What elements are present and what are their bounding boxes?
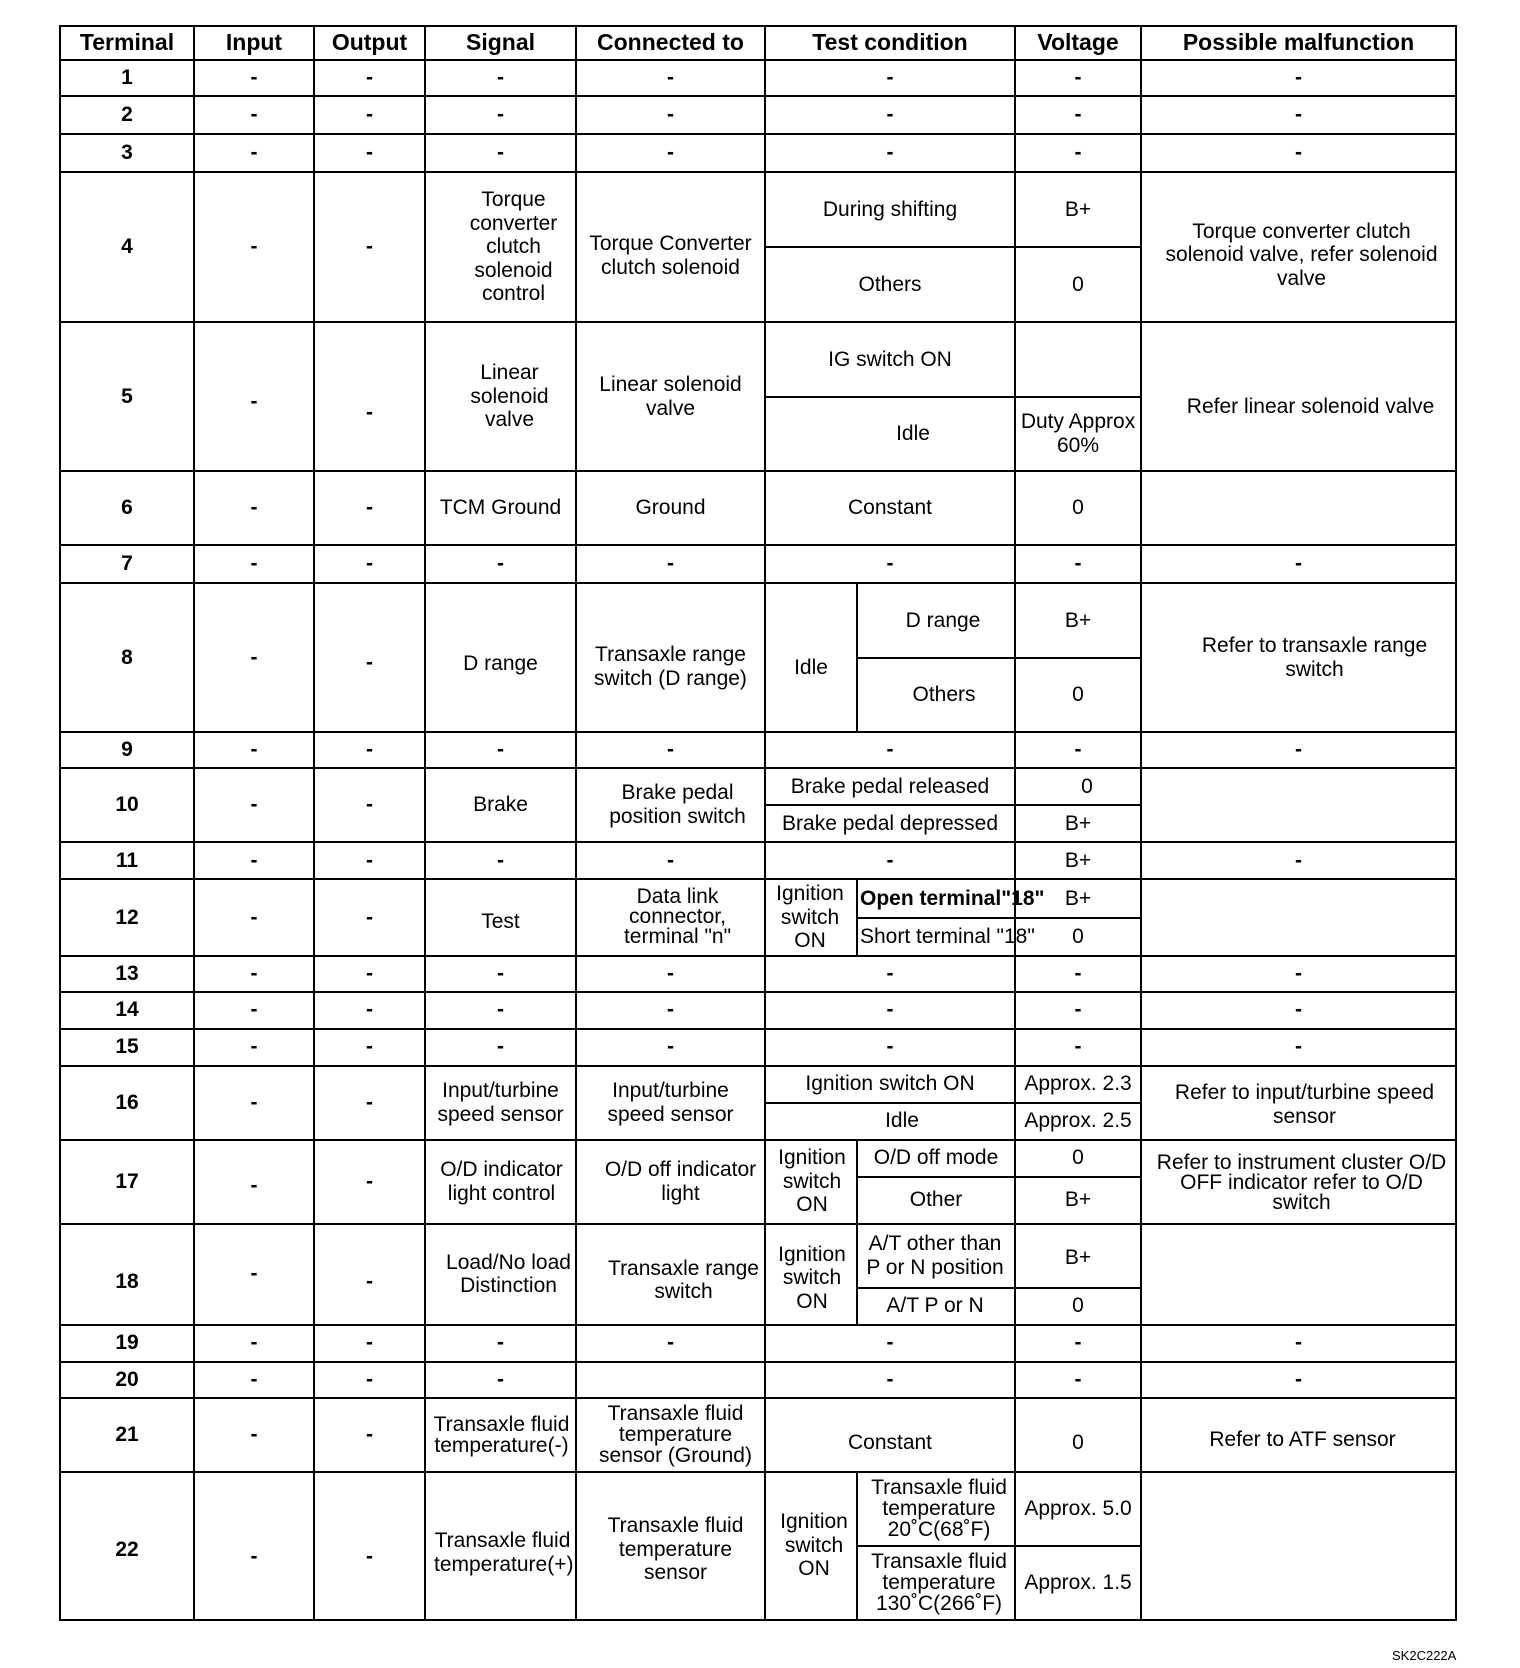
table-row: [60, 992, 1456, 1029]
terminal-number: 20: [60, 1362, 194, 1398]
connected-cell: -: [576, 96, 765, 134]
malfunction-cell: -: [1141, 732, 1456, 768]
terminal-number: 12: [60, 879, 194, 956]
output-cell: -: [314, 1140, 425, 1224]
voltage-cell: [1015, 322, 1141, 397]
malfunction-cell: -: [1141, 956, 1456, 992]
input-cell: -: [194, 172, 314, 322]
voltage-cell: -: [1015, 1029, 1141, 1066]
voltage-cell: 0: [1015, 1398, 1141, 1472]
condition-cell: Transaxle fluid temperature 130˚C(266˚F): [857, 1546, 1015, 1620]
malfunction-cell: Refer to instrument cluster O/D OFF indicator refer to O/D switch: [1141, 1140, 1456, 1224]
signal-cell: Linear solenoid valve: [425, 322, 576, 471]
col-output: Output: [314, 26, 425, 60]
input-cell: -: [194, 1140, 314, 1224]
malfunction-cell: [1141, 1472, 1456, 1620]
voltage-cell: -: [1015, 956, 1141, 992]
malfunction-cell: [1141, 471, 1456, 545]
table-row: [60, 956, 1456, 992]
input-cell: -: [194, 60, 314, 96]
malfunction-cell: Refer to input/turbine speed sensor: [1141, 1066, 1456, 1140]
output-cell: -: [314, 1029, 425, 1066]
col-voltage: Voltage: [1015, 26, 1141, 60]
connected-cell: Transaxle fluid temperature sensor: [576, 1472, 765, 1620]
terminal-number: 10: [60, 768, 194, 842]
voltage-cell: -: [1015, 96, 1141, 134]
col-input: Input: [194, 26, 314, 60]
table-row: [60, 172, 1456, 247]
connected-cell: Transaxle range switch (D range): [576, 583, 765, 732]
terminal-number: 14: [60, 992, 194, 1029]
voltage-cell: -: [1015, 1362, 1141, 1398]
terminal-number: 18: [60, 1224, 194, 1325]
condition-cell: Others: [857, 658, 1015, 732]
connected-cell: -: [576, 60, 765, 96]
table-row: [60, 1224, 1456, 1288]
signal-cell: -: [425, 956, 576, 992]
voltage-cell: B+: [1015, 879, 1141, 918]
signal-cell: -: [425, 60, 576, 96]
signal-cell: -: [425, 1362, 576, 1398]
condition-cell: -: [765, 732, 1015, 768]
table-row: [60, 96, 1456, 134]
malfunction-cell: [1141, 879, 1456, 956]
connected-cell: -: [576, 134, 765, 172]
malfunction-cell: Refer to ATF sensor: [1141, 1398, 1456, 1472]
connected-cell: Transaxle fluid temperature sensor (Ground): [576, 1398, 765, 1472]
condition-cell: A/T other than P or N position: [857, 1224, 1015, 1288]
condition-cell: -: [765, 134, 1015, 172]
signal-cell: D range: [425, 583, 576, 732]
voltage-cell: B+: [1015, 583, 1141, 658]
malfunction-cell: -: [1141, 842, 1456, 879]
terminal-number: 2: [60, 96, 194, 134]
voltage-cell: 0: [1015, 1288, 1141, 1325]
connected-cell: -: [576, 842, 765, 879]
malfunction-cell: Refer linear solenoid valve: [1141, 322, 1456, 471]
condition-cell: Constant: [765, 471, 1015, 545]
output-cell: -: [314, 96, 425, 134]
condition-cell: -: [765, 96, 1015, 134]
signal-cell: Test: [425, 879, 576, 956]
malfunction-cell: -: [1141, 1325, 1456, 1362]
input-cell: -: [194, 1325, 314, 1362]
table-row: [60, 1140, 1456, 1177]
voltage-cell: -: [1015, 732, 1141, 768]
signal-cell: -: [425, 1325, 576, 1362]
table-row: [60, 471, 1456, 545]
table-row: [60, 1029, 1456, 1066]
voltage-cell: B+: [1015, 805, 1141, 842]
output-cell: -: [314, 322, 425, 471]
malfunction-cell: -: [1141, 992, 1456, 1029]
input-cell: -: [194, 545, 314, 583]
input-cell: -: [194, 768, 314, 842]
voltage-cell: -: [1015, 545, 1141, 583]
input-cell: -: [194, 471, 314, 545]
table-row: [60, 879, 1456, 918]
connected-cell: Data link connector, terminal "n": [576, 879, 765, 956]
table-row: [60, 1325, 1456, 1362]
output-cell: -: [314, 1224, 425, 1325]
input-cell: -: [194, 134, 314, 172]
output-cell: -: [314, 134, 425, 172]
table-row: [60, 1398, 1456, 1472]
input-cell: -: [194, 1362, 314, 1398]
output-cell: -: [314, 732, 425, 768]
voltage-cell: B+: [1015, 1177, 1141, 1224]
input-cell: -: [194, 1398, 314, 1472]
condition-cell: D range: [857, 583, 1015, 658]
input-cell: -: [194, 322, 314, 471]
condition-cell: -: [765, 992, 1015, 1029]
signal-cell: Transaxle fluid temperature(+): [425, 1472, 576, 1620]
voltage-cell: 0: [1015, 658, 1141, 732]
output-cell: -: [314, 842, 425, 879]
terminal-number: 11: [60, 842, 194, 879]
voltage-cell: -: [1015, 992, 1141, 1029]
condition-cell: A/T P or N: [857, 1288, 1015, 1325]
voltage-cell: -: [1015, 134, 1141, 172]
terminal-number: 5: [60, 322, 194, 471]
condition-cell: Brake pedal released: [765, 768, 1015, 805]
input-cell: -: [194, 842, 314, 879]
voltage-cell: Approx. 1.5: [1015, 1546, 1141, 1620]
output-cell: -: [314, 956, 425, 992]
input-cell: -: [194, 1066, 314, 1140]
connected-cell: Linear solenoid valve: [576, 322, 765, 471]
output-cell: -: [314, 583, 425, 732]
terminal-number: 22: [60, 1472, 194, 1620]
malfunction-cell: [1141, 768, 1456, 842]
voltage-cell: B+: [1015, 172, 1141, 247]
table-row: [60, 60, 1456, 96]
terminal-table: [59, 25, 1457, 1621]
connected-cell: O/D off indicator light: [576, 1140, 765, 1224]
voltage-cell: B+: [1015, 842, 1141, 879]
terminal-number: 6: [60, 471, 194, 545]
condition-cell: Short terminal "18": [857, 918, 1015, 956]
malfunction-cell: -: [1141, 1362, 1456, 1398]
table-row: [60, 583, 1456, 658]
condition-cell: Idle: [765, 1103, 1015, 1140]
voltage-cell: 0: [1015, 1140, 1141, 1177]
table-row: [60, 768, 1456, 805]
connected-cell: Torque Converter clutch solenoid: [576, 172, 765, 322]
input-cell: -: [194, 1472, 314, 1620]
voltage-cell: Duty Approx 60%: [1015, 397, 1141, 471]
connected-cell: -: [576, 732, 765, 768]
input-cell: -: [194, 96, 314, 134]
condition-cell: -: [765, 842, 1015, 879]
malfunction-cell: -: [1141, 96, 1456, 134]
figure-code: SK2C222A: [1392, 1648, 1457, 1663]
connected-cell: -: [576, 992, 765, 1029]
connected-cell: -: [576, 1029, 765, 1066]
connected-cell: Ground: [576, 471, 765, 545]
voltage-cell: 0: [1015, 768, 1141, 805]
malfunction-cell: -: [1141, 1029, 1456, 1066]
output-cell: -: [314, 1325, 425, 1362]
voltage-cell: -: [1015, 60, 1141, 96]
input-cell: -: [194, 956, 314, 992]
voltage-cell: 0: [1015, 247, 1141, 322]
output-cell: -: [314, 1066, 425, 1140]
col-test-condition: Test condition: [765, 26, 1015, 60]
condition-cell: Constant: [765, 1398, 1015, 1472]
condition-group-cell: Idle: [765, 583, 857, 732]
col-signal: Signal: [425, 26, 576, 60]
terminal-number: 17: [60, 1140, 194, 1224]
signal-cell: -: [425, 96, 576, 134]
signal-cell: -: [425, 992, 576, 1029]
voltage-cell: Approx. 2.5: [1015, 1103, 1141, 1140]
signal-cell: Input/turbine speed sensor: [425, 1066, 576, 1140]
terminal-number: 4: [60, 172, 194, 322]
condition-cell: Brake pedal depressed: [765, 805, 1015, 842]
table-row: [60, 1362, 1456, 1398]
condition-cell: Ignition switch ON: [765, 1066, 1015, 1103]
terminal-number: 15: [60, 1029, 194, 1066]
terminal-number: 7: [60, 545, 194, 583]
input-cell: -: [194, 732, 314, 768]
table-row: [60, 732, 1456, 768]
input-cell: -: [194, 879, 314, 956]
terminal-number: 13: [60, 956, 194, 992]
output-cell: -: [314, 1362, 425, 1398]
connected-cell: -: [576, 545, 765, 583]
input-cell: -: [194, 1224, 314, 1325]
condition-cell: -: [765, 1325, 1015, 1362]
signal-cell: Transaxle fluid temperature(-): [425, 1398, 576, 1472]
col-possible-malfunction: Possible malfunction: [1141, 26, 1456, 60]
condition-cell: Open terminal"18": [857, 879, 1015, 918]
connected-cell: -: [576, 1325, 765, 1362]
condition-cell: -: [765, 545, 1015, 583]
signal-cell: -: [425, 842, 576, 879]
condition-cell: -: [765, 60, 1015, 96]
signal-cell: -: [425, 545, 576, 583]
terminal-number: 19: [60, 1325, 194, 1362]
condition-group-cell: Ignition switch ON: [765, 879, 857, 956]
col-terminal: Terminal: [60, 26, 194, 60]
header-row: [60, 26, 1456, 60]
table-row: [60, 842, 1456, 879]
malfunction-cell: -: [1141, 545, 1456, 583]
output-cell: -: [314, 992, 425, 1029]
output-cell: -: [314, 1472, 425, 1620]
signal-cell: O/D indicator light control: [425, 1140, 576, 1224]
signal-cell: -: [425, 1029, 576, 1066]
voltage-cell: 0: [1015, 918, 1141, 956]
condition-cell: -: [765, 1029, 1015, 1066]
condition-group-cell: Ignition switch ON: [765, 1140, 857, 1224]
condition-group-cell: Ignition switch ON: [765, 1472, 857, 1620]
signal-cell: Load/No load Distinction: [425, 1224, 576, 1325]
terminal-number: 8: [60, 583, 194, 732]
table-row: [60, 1472, 1456, 1546]
connected-cell: [576, 1362, 765, 1398]
voltage-cell: Approx. 5.0: [1015, 1472, 1141, 1546]
output-cell: -: [314, 879, 425, 956]
signal-cell: -: [425, 732, 576, 768]
terminal-number: 3: [60, 134, 194, 172]
connected-cell: -: [576, 956, 765, 992]
table-row: [60, 1066, 1456, 1103]
condition-cell: -: [765, 956, 1015, 992]
voltage-cell: Approx. 2.3: [1015, 1066, 1141, 1103]
table-row: [60, 322, 1456, 397]
voltage-cell: B+: [1015, 1224, 1141, 1288]
output-cell: -: [314, 545, 425, 583]
malfunction-cell: -: [1141, 60, 1456, 96]
output-cell: -: [314, 60, 425, 96]
condition-cell: -: [765, 1362, 1015, 1398]
col-connected-to: Connected to: [576, 26, 765, 60]
terminal-number: 16: [60, 1066, 194, 1140]
output-cell: -: [314, 768, 425, 842]
condition-cell: O/D off mode: [857, 1140, 1015, 1177]
terminal-number: 21: [60, 1398, 194, 1472]
malfunction-cell: -: [1141, 134, 1456, 172]
input-cell: -: [194, 1029, 314, 1066]
malfunction-cell: [1141, 1224, 1456, 1325]
condition-cell: Transaxle fluid temperature 20˚C(68˚F): [857, 1472, 1015, 1546]
condition-group-cell: Ignition switch ON: [765, 1224, 857, 1325]
connected-cell: Transaxle range switch: [576, 1224, 765, 1325]
input-cell: -: [194, 992, 314, 1029]
connected-cell: Brake pedal position switch: [576, 768, 765, 842]
condition-cell: During shifting: [765, 172, 1015, 247]
terminal-number: 9: [60, 732, 194, 768]
signal-cell: TCM Ground: [425, 471, 576, 545]
table-row: [60, 134, 1456, 172]
condition-cell: Idle: [765, 397, 1015, 471]
output-cell: -: [314, 471, 425, 545]
table-row: [60, 545, 1456, 583]
malfunction-cell: Refer to transaxle range switch: [1141, 583, 1456, 732]
voltage-cell: 0: [1015, 471, 1141, 545]
output-cell: -: [314, 172, 425, 322]
malfunction-cell: Torque converter clutch solenoid valve, refer solenoid valve: [1141, 172, 1456, 322]
signal-cell: Brake: [425, 768, 576, 842]
signal-cell: Torque converter clutch solenoid control: [425, 172, 576, 322]
condition-cell: Other: [857, 1177, 1015, 1224]
input-cell: -: [194, 583, 314, 732]
signal-cell: -: [425, 134, 576, 172]
terminal-number: 1: [60, 60, 194, 96]
voltage-cell: -: [1015, 1325, 1141, 1362]
connected-cell: Input/turbine speed sensor: [576, 1066, 765, 1140]
condition-cell: IG switch ON: [765, 322, 1015, 397]
condition-cell: Others: [765, 247, 1015, 322]
output-cell: -: [314, 1398, 425, 1472]
